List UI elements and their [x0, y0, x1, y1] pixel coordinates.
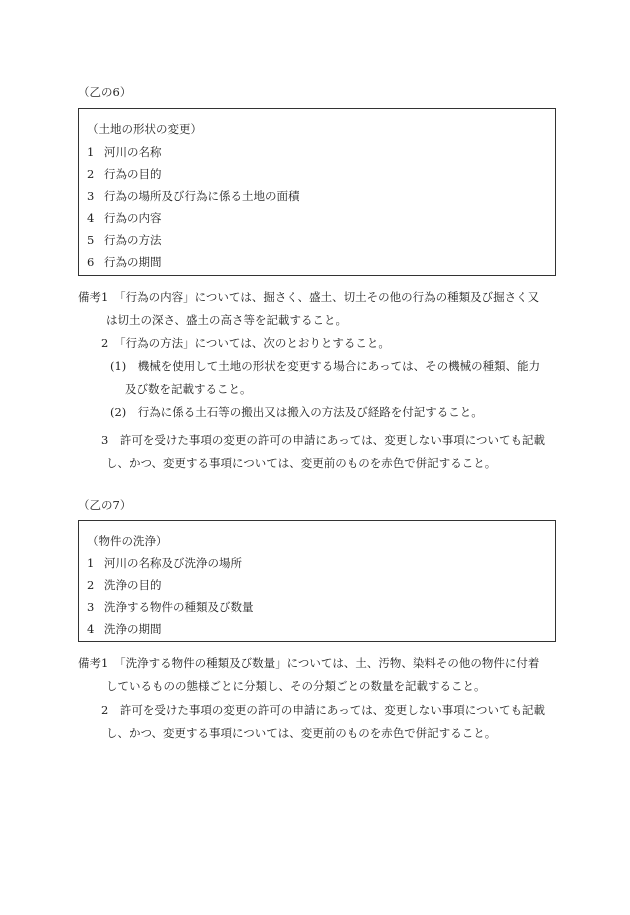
section-7-box-title: （物件の洗浄）	[87, 534, 168, 548]
section-6-note-2-2: (2) 行為に係る土石等の搬出又は搬入の方法及び経路を付記すること。	[110, 405, 483, 419]
section-6-label: （乙の6）	[78, 85, 132, 99]
item-text: 行為の場所及び行為に係る土地の面積	[104, 189, 300, 203]
section-7-note-2-cont: し、かつ、変更する事項については、変更前のものを赤色で併記すること。	[106, 726, 497, 740]
item-number: 1	[87, 145, 95, 159]
section-6-item	[87, 166, 162, 182]
section-7-item	[87, 599, 254, 615]
item-text: 行為の方法	[104, 233, 162, 247]
item-number: 3	[87, 189, 95, 203]
section-6-item	[87, 210, 162, 226]
section-7-box	[78, 520, 556, 642]
item-number: 2	[87, 167, 95, 181]
item-number: 4	[87, 211, 95, 225]
section-7-note-1: 備考1 「洗浄する物件の種類及び数量」については、土、汚物、染料その他の物件に付着	[78, 656, 540, 670]
section-7-item	[87, 555, 242, 571]
section-6-note-1-cont: は切土の深さ、盛土の高さ等を記載すること。	[106, 313, 348, 327]
section-6-note-1: 備考1 「行為の内容」については、掘さく、盛土、切土その他の行為の種類及び掘さく又	[78, 290, 540, 304]
item-number: 4	[87, 622, 95, 636]
item-number: 5	[87, 233, 95, 247]
section-7-label: （乙の7）	[78, 498, 132, 512]
section-7-note-2: 2 許可を受けた事項の変更の許可の申請にあっては、変更しない事項についても記載	[101, 703, 545, 717]
item-text: 洗浄する物件の種類及び数量	[104, 600, 254, 614]
section-7-note-1-cont: しているものの態様ごとに分類し、その分類ごとの数量を記載すること。	[106, 679, 486, 693]
section-6-item	[87, 188, 300, 204]
section-6-note-3-cont: し、かつ、変更する事項については、変更前のものを赤色で併記すること。	[106, 456, 497, 470]
section-6-item	[87, 254, 162, 270]
item-text: 河川の名称	[104, 145, 162, 159]
section-6-note-2-1: (1) 機械を使用して土地の形状を変更する場合にあっては、その機械の種類、能力	[110, 359, 541, 373]
item-text: 洗浄の目的	[104, 578, 162, 592]
section-6-note-3: 3 許可を受けた事項の変更の許可の申請にあっては、変更しない事項についても記載	[101, 433, 545, 447]
item-text: 行為の期間	[104, 255, 162, 269]
item-text: 洗浄の期間	[104, 622, 162, 636]
section-7-item	[87, 621, 162, 637]
section-6-note-2: 2 「行為の方法」については、次のとおりとすること。	[101, 336, 390, 350]
item-number: 2	[87, 578, 95, 592]
section-6-item	[87, 144, 162, 160]
section-6-note-2-1-cont: 及び数を記載すること。	[125, 382, 252, 396]
item-number: 6	[87, 255, 95, 269]
item-number: 3	[87, 600, 95, 614]
section-7-item	[87, 577, 162, 593]
section-6-item	[87, 232, 162, 248]
section-6-box	[78, 108, 556, 276]
item-number: 1	[87, 556, 95, 570]
section-6-box-title: （土地の形状の変更）	[87, 122, 202, 136]
item-text: 行為の内容	[104, 211, 162, 225]
item-text: 行為の目的	[104, 167, 162, 181]
item-text: 河川の名称及び洗浄の場所	[104, 556, 242, 570]
